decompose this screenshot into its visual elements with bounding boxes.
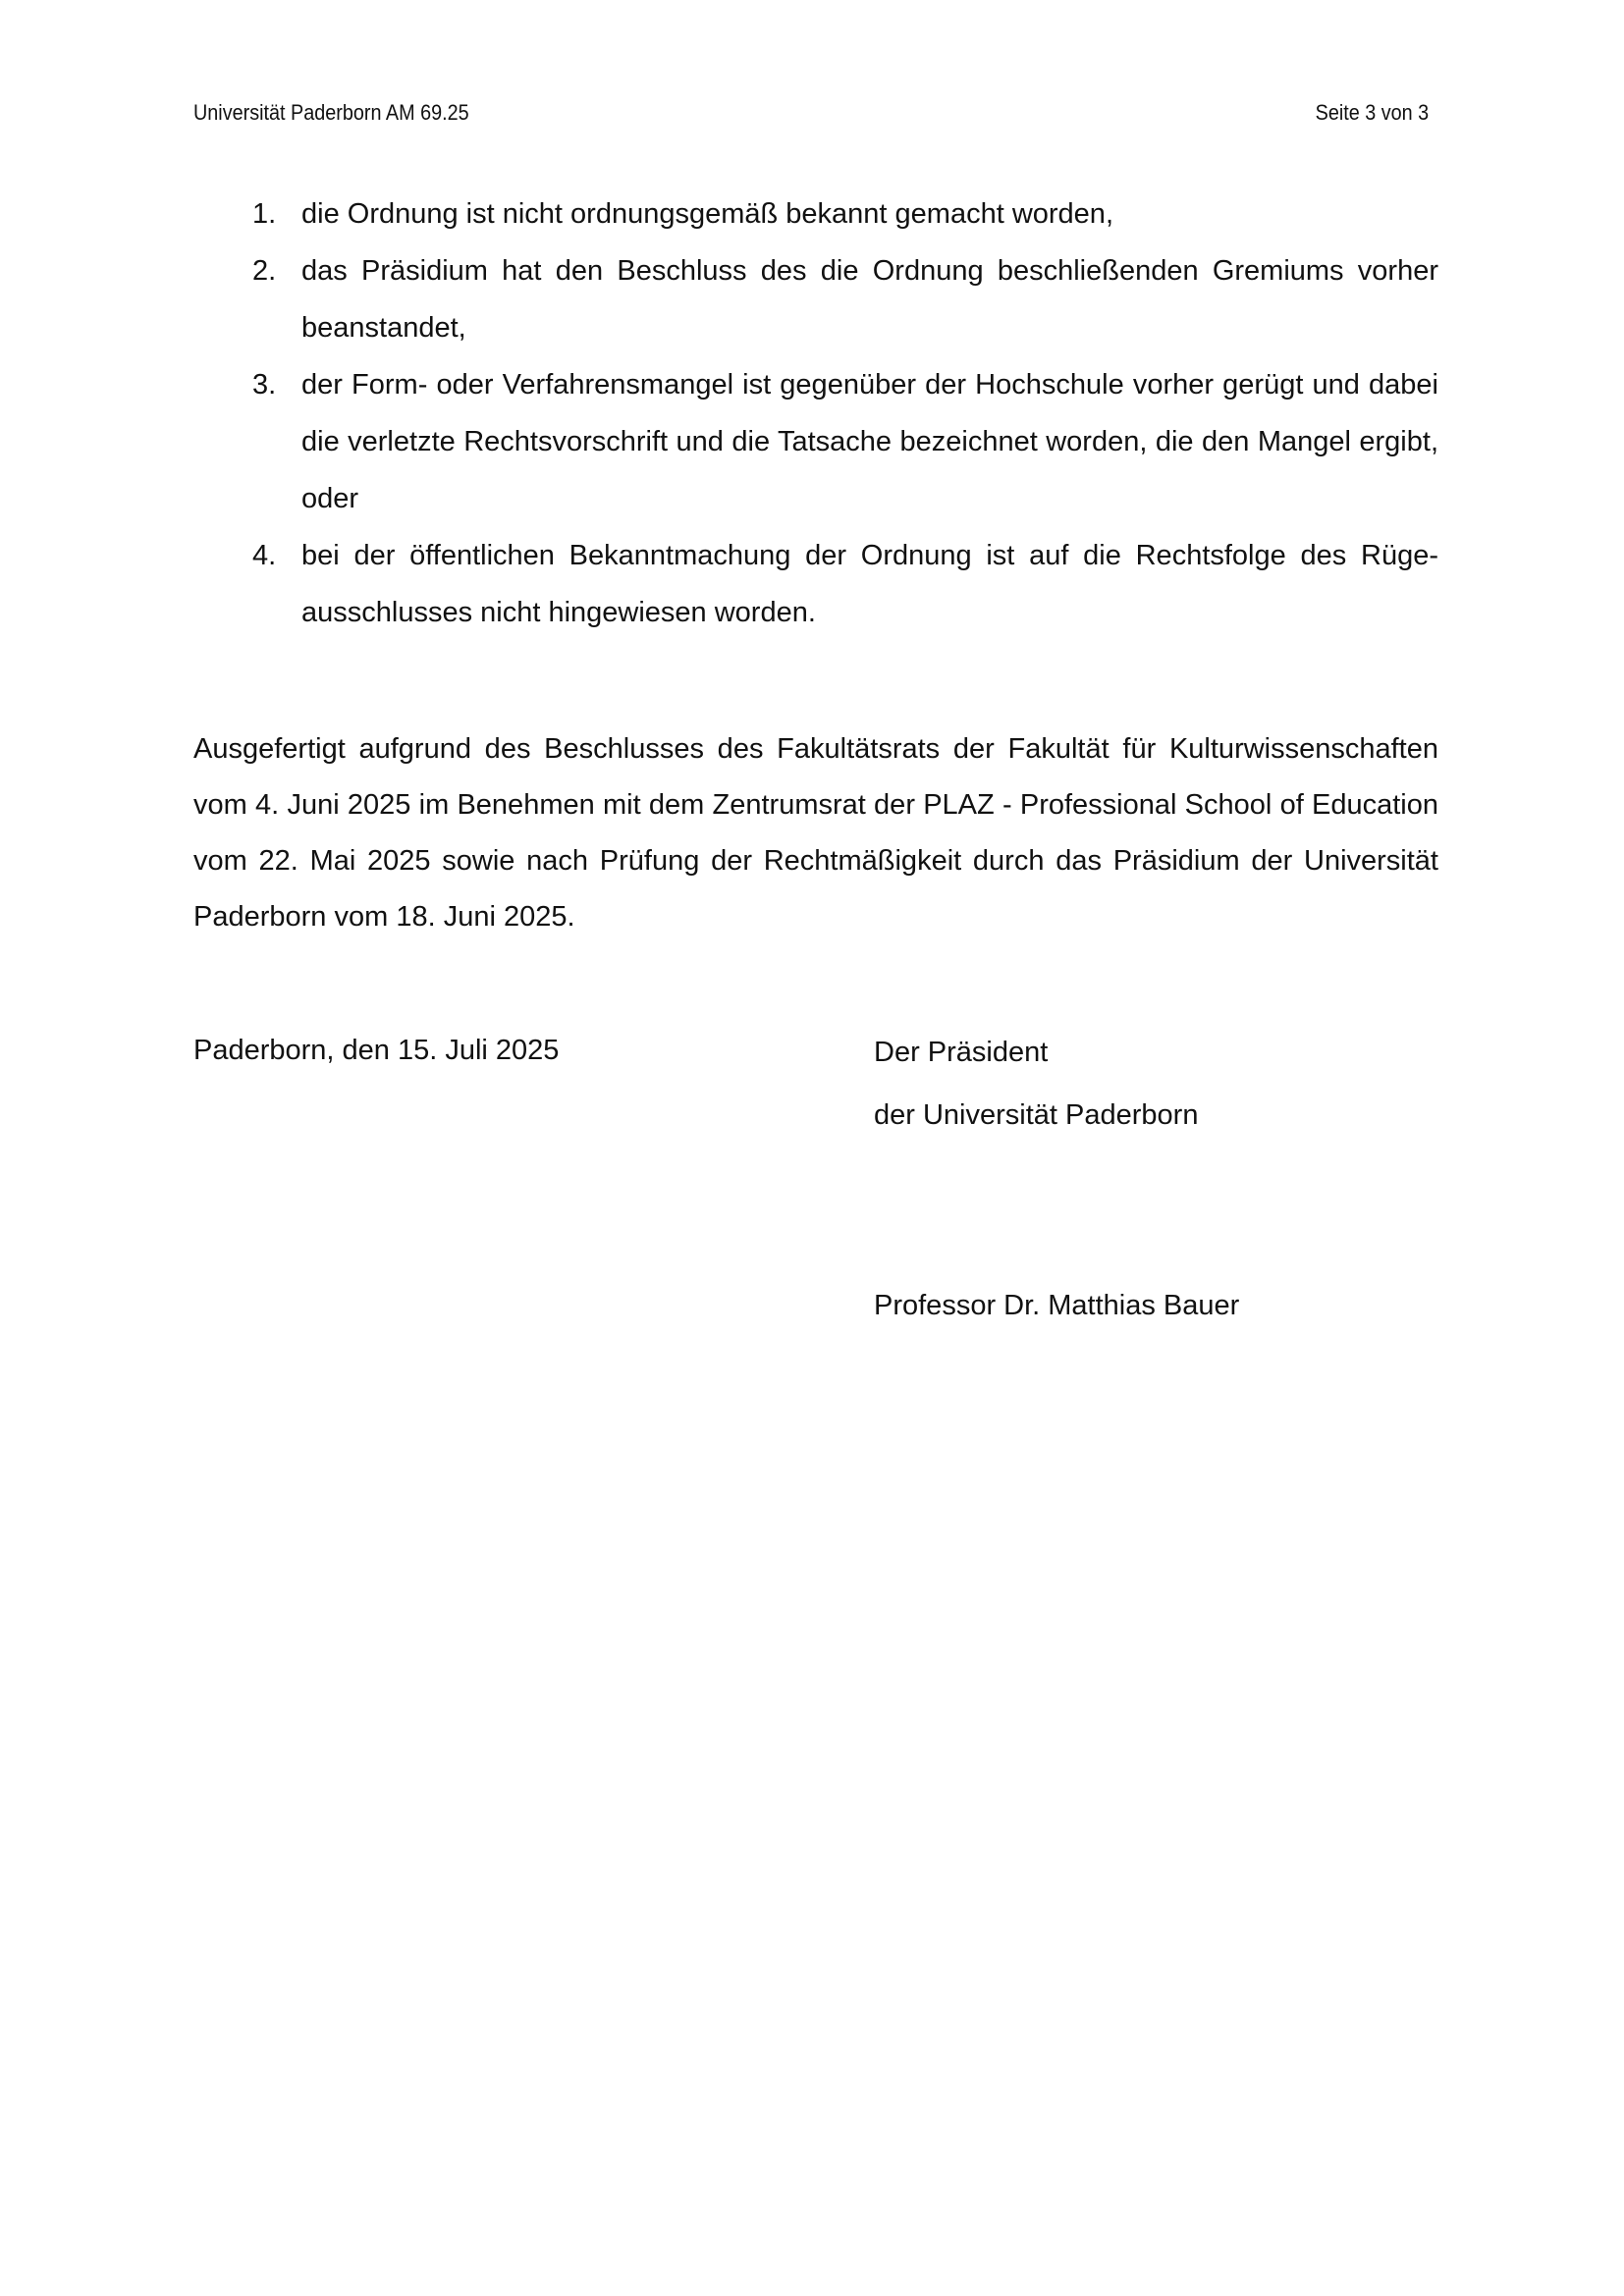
list-item [193, 186, 1438, 242]
execution-paragraph: Ausgefertigt aufgrund des Beschlusses des Fakultätsrats der Fakultät für Kulturwissenschaften vom 4. Juni 2025 im Benehmen mit dem Zentrumsrat der PLAZ - Professional School of Education vom 22. Mai 2025 sowie nach Prüfung der Rechtmäßigkeit durch das Präsidium der Universität Paderborn vom 18. Juni 2025. [193, 733, 1438, 933]
numbered-list [193, 186, 1438, 641]
list-item-text: der Form- oder Verfahrensmangel ist gegenüber der Hochschule vorher gerügt und dabei die verletzte Rechtsvorschrift und die Tatsache bezeichnet worden, die den Mangel ergibt, oder [301, 369, 1438, 514]
list-item [193, 356, 1438, 527]
list-item-number: 3. [252, 369, 277, 400]
signatory-title [874, 1021, 1198, 1147]
header-page-number: Seite 3 von 3 [1315, 100, 1430, 125]
list-item-text: das Präsidium hat den Beschluss des die Ordnung beschließenden Gremiums vorher beanstandet, [301, 255, 1438, 344]
header-document-ref: Universität Paderborn AM 69.25 [193, 100, 469, 125]
list-item-text: bei der öffentlichen Bekanntmachung der Ordnung ist auf die Rechtsfolge des Rüge-ausschlusses nicht hingewiesen worden. [301, 540, 1438, 628]
list-item-number: 1. [252, 198, 277, 230]
list-item [193, 527, 1438, 641]
signatory-title-line-2: der Universität Paderborn [874, 1099, 1199, 1131]
page-header [193, 98, 1430, 128]
signatory-title-line-1: Der Präsident [874, 1037, 1049, 1068]
list-item-number: 2. [252, 255, 277, 287]
signatory-name: Professor Dr. Matthias Bauer [874, 1290, 1240, 1321]
list-item [193, 242, 1438, 356]
place-and-date: Paderborn, den 15. Juli 2025 [193, 1035, 560, 1066]
list-item-text: die Ordnung ist nicht ordnungsgemäß bekannt gemacht worden, [301, 198, 1113, 230]
list-item-number: 4. [252, 540, 277, 571]
